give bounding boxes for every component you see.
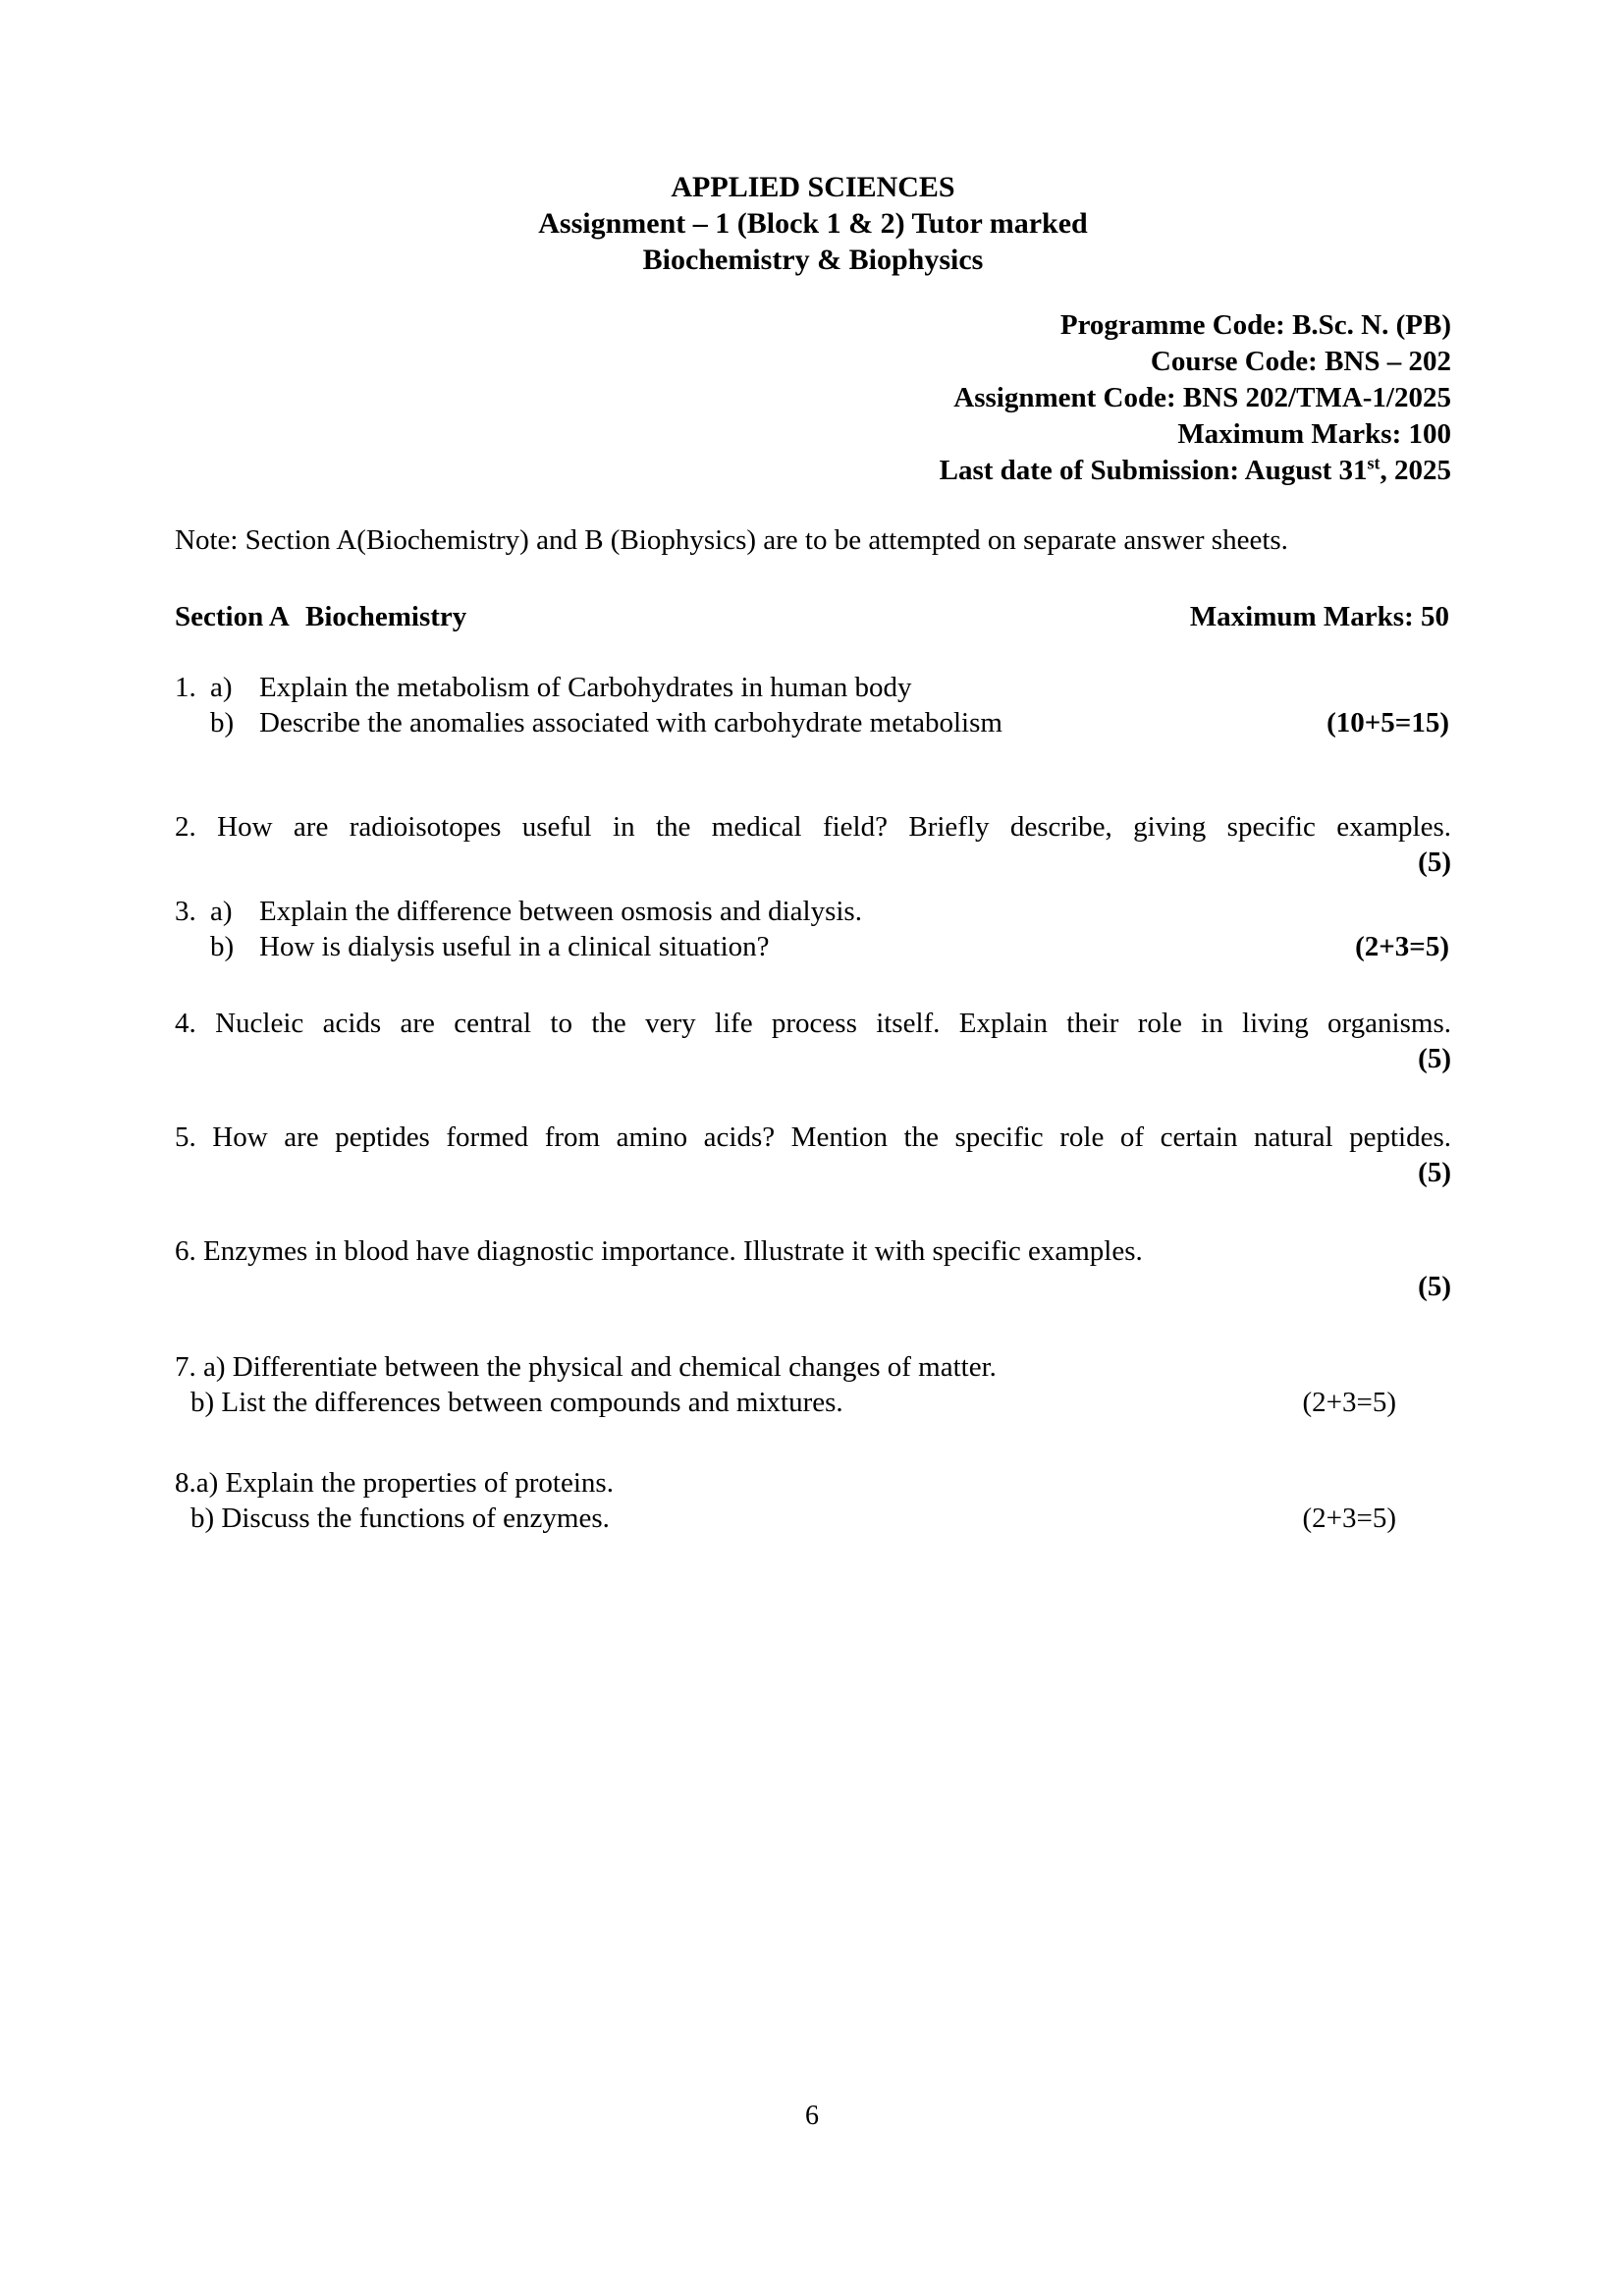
question-1-a-letter: a) <box>210 672 233 703</box>
section-maximum-marks: Maximum Marks: 50 <box>1189 601 1449 632</box>
question-8-marks: (2+3=5) <box>1302 1503 1396 1534</box>
section-subject: Biochemistry <box>305 601 467 632</box>
question-1-b-letter: b) <box>210 707 235 738</box>
note-text: Note: Section A(Biochemistry) and B (Biophysics) are to be attempted on separate answer sheets. <box>175 524 1288 556</box>
question-2 <box>175 809 1451 880</box>
question-1-b-text: Describe the anomalies associated with carbohydrate metabolism <box>259 707 1002 738</box>
title-line-2: Assignment – 1 (Block 1 & 2) Tutor marked <box>538 207 1088 240</box>
question-3-number: 3. <box>175 896 196 927</box>
question-2-text: 2. How are radioisotopes useful in the medical field? Briefly describe, giving specific examples. <box>175 811 1451 843</box>
assignment-code: Assignment Code: BNS 202/TMA-1/2025 <box>953 382 1451 413</box>
question-8-b-text: b) Discuss the functions of enzymes. <box>190 1503 610 1534</box>
course-code: Course Code: BNS – 202 <box>1150 346 1451 377</box>
question-3-marks: (2+3=5) <box>1355 931 1449 962</box>
question-3-a-letter: a) <box>210 896 233 927</box>
question-5-text: 5. How are peptides formed from amino acids? Mention the specific role of certain natural peptides. <box>175 1121 1451 1153</box>
question-7-part-b <box>175 1385 1451 1420</box>
question-7-marks: (2+3=5) <box>1302 1387 1396 1418</box>
page-number: 6 <box>805 2101 819 2131</box>
question-6-text: 6. Enzymes in blood have diagnostic importance. Illustrate it with specific examples. <box>175 1235 1143 1267</box>
question-7-part-a <box>175 1349 1451 1385</box>
maximum-marks-total: Maximum Marks: 100 <box>1177 418 1451 450</box>
title-line-3: Biochemistry & Biophysics <box>642 244 984 276</box>
question-8-part-a <box>175 1465 1451 1501</box>
section-header-row <box>175 599 1451 634</box>
question-3-part-a <box>175 894 1451 929</box>
programme-code: Programme Code: B.Sc. N. (PB) <box>1059 309 1451 341</box>
last-date-of-submission <box>175 453 1451 489</box>
question-1-part-a <box>175 670 1451 705</box>
question-6-marks: (5) <box>1418 1271 1451 1302</box>
question-7-b-text: b) List the differences between compounds and mixtures. <box>190 1387 843 1418</box>
page-content <box>175 0 1451 1536</box>
question-3-b-text: How is dialysis useful in a clinical situation? <box>259 931 770 962</box>
question-5 <box>175 1120 1451 1190</box>
submission-ordinal-suffix: st <box>1367 453 1380 473</box>
question-5-marks: (5) <box>1418 1157 1451 1188</box>
question-4-text: 4. Nucleic acids are central to the very life process itself. Explain their role in living organisms. <box>175 1008 1451 1039</box>
question-3 <box>175 894 1451 964</box>
question-8 <box>175 1465 1451 1536</box>
assignment-meta-block <box>175 307 1451 489</box>
question-1-marks: (10+5=15) <box>1326 707 1449 738</box>
question-3-b-letter: b) <box>210 931 235 962</box>
question-4 <box>175 1006 1451 1076</box>
submission-year: , 2025 <box>1380 455 1451 486</box>
title-line-1: APPLIED SCIENCES <box>671 171 955 203</box>
question-3-a-text: Explain the difference between osmosis and dialysis. <box>259 896 862 927</box>
submission-prefix: Last date of Submission: August 31 <box>939 455 1368 486</box>
question-3-part-b <box>175 929 1451 964</box>
question-1-part-b <box>175 705 1451 740</box>
section-label: Section A <box>175 601 290 632</box>
document-title-block <box>175 169 1451 278</box>
question-8-a-text: 8.a) Explain the properties of proteins. <box>175 1467 614 1499</box>
question-8-part-b <box>175 1501 1451 1536</box>
question-1-number: 1. <box>175 672 196 703</box>
question-1-a-text: Explain the metabolism of Carbohydrates in human body <box>259 672 912 703</box>
question-7-a-text: 7. a) Differentiate between the physical and chemical changes of matter. <box>175 1351 997 1383</box>
question-6 <box>175 1233 1451 1304</box>
question-1 <box>175 670 1451 740</box>
question-7 <box>175 1349 1451 1420</box>
question-4-marks: (5) <box>1418 1043 1451 1074</box>
question-2-marks: (5) <box>1418 847 1451 878</box>
